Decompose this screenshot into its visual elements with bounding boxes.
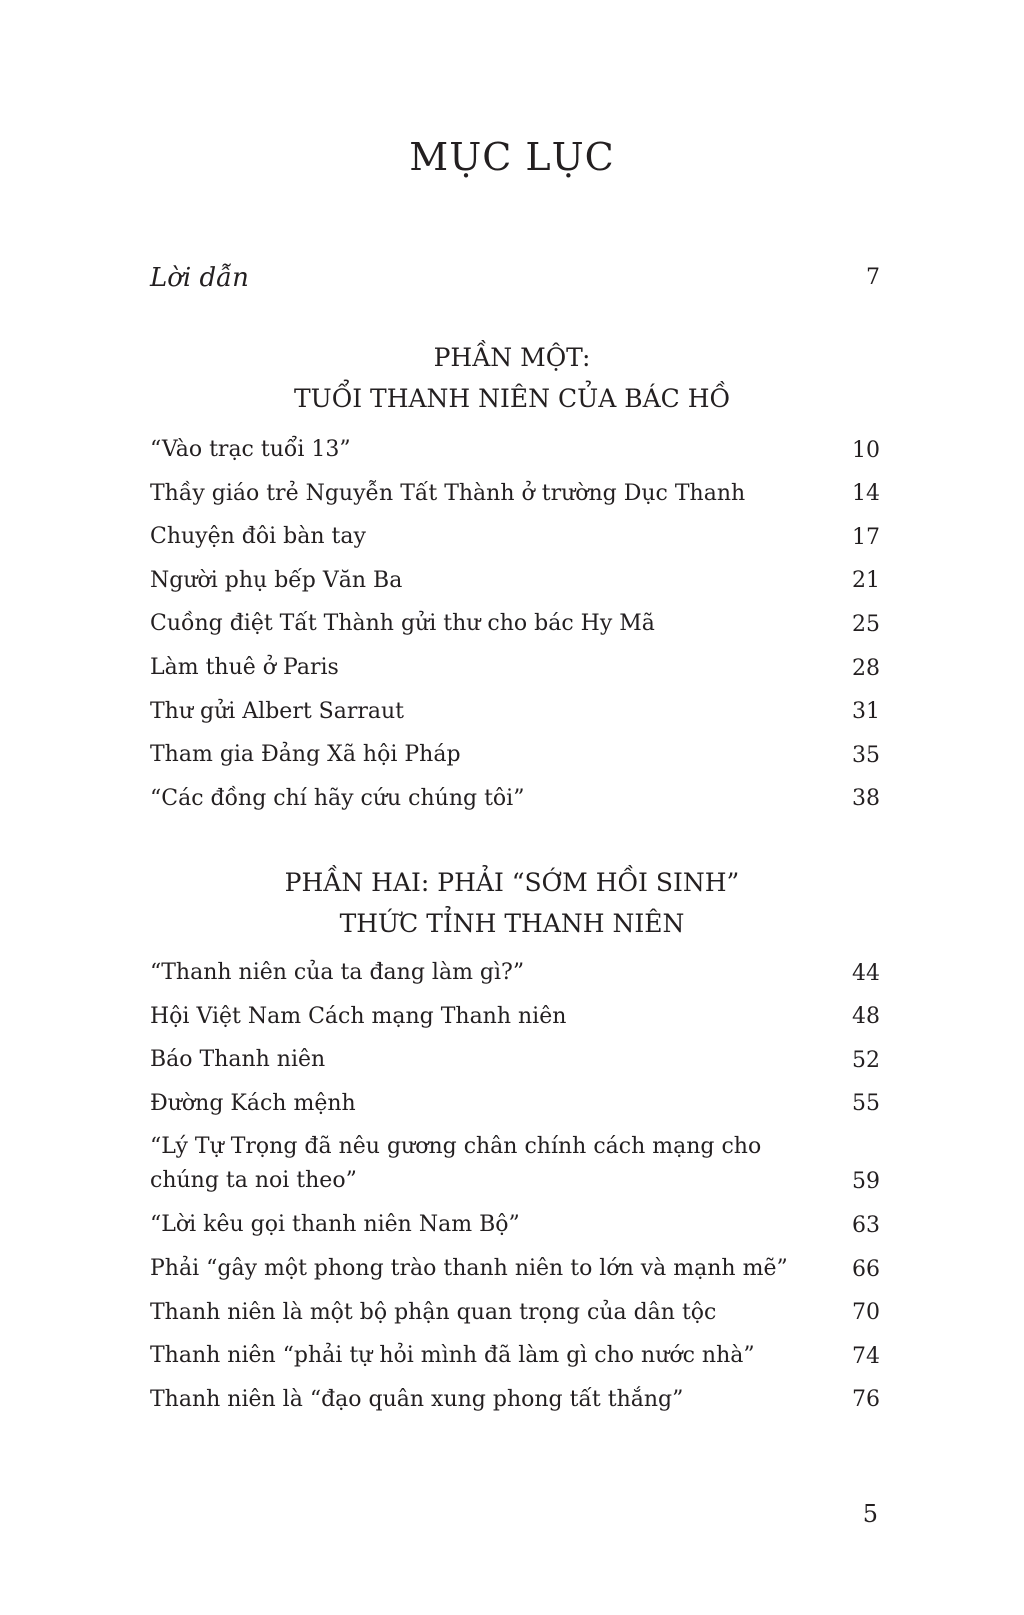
- toc-entry-title: Thanh niên là một bộ phận quan trọng của dân tộc: [150, 1299, 717, 1325]
- toc-entry-page: 14: [852, 481, 880, 507]
- toc-entry: [150, 690, 880, 734]
- part-one-heading-line-2: TUỔI THANH NIÊN CỦA BÁC HỒ: [293, 384, 731, 413]
- page-title: MỤC LỤC: [409, 135, 615, 179]
- toc-entry: [150, 1125, 880, 1203]
- toc-entry: [150, 995, 880, 1039]
- toc-entry: [150, 1203, 880, 1247]
- part-two-heading-line-2: THỨC TỈNH THANH NIÊN: [339, 909, 685, 938]
- toc-entry-title: Người phụ bếp Văn Ba: [150, 567, 403, 593]
- toc-entry: [150, 1291, 880, 1335]
- toc-entry: [150, 428, 880, 472]
- part-two-heading-line-1: PHẦN HAI: PHẢI “SỚM HỒI SINH”: [284, 868, 740, 897]
- part-one-entries: [150, 428, 880, 820]
- toc-entry: [150, 472, 880, 516]
- toc-entry: [150, 559, 880, 603]
- toc-entry: [150, 515, 880, 559]
- toc-entry-page: 38: [852, 786, 880, 812]
- part-two-heading: [0, 862, 1024, 944]
- toc-entry-title: Tham gia Đảng Xã hội Pháp: [150, 742, 461, 768]
- toc-entry: [150, 646, 880, 690]
- toc-entry-title: Thanh niên “phải tự hỏi mình đã làm gì cho nước nhà”: [150, 1343, 755, 1369]
- toc-entry-page: 28: [852, 655, 880, 681]
- toc-entry: [150, 733, 880, 777]
- toc-entry-page: 66: [852, 1256, 880, 1282]
- toc-entry: [150, 1082, 880, 1126]
- toc-entry-title: Hội Việt Nam Cách mạng Thanh niên: [150, 1003, 567, 1029]
- toc-entry: [150, 1038, 880, 1082]
- toc-entry-page: 63: [852, 1212, 880, 1238]
- toc-entry-page: 76: [852, 1387, 880, 1413]
- toc-entry-page: 48: [852, 1004, 880, 1030]
- toc-entry-page: 55: [852, 1091, 880, 1117]
- toc-entry-title: “Thanh niên của ta đang làm gì?”: [150, 960, 525, 985]
- toc-entry: [150, 777, 880, 821]
- toc-entry-page: 52: [852, 1047, 880, 1073]
- toc-entry-page: 10: [852, 437, 880, 463]
- toc-entry-title: Báo Thanh niên: [150, 1047, 326, 1073]
- toc-entry-title: Đường Kách mệnh: [150, 1090, 356, 1116]
- toc-entry-page: 44: [852, 960, 880, 986]
- toc-entry-page: 74: [852, 1343, 880, 1369]
- page-number: 5: [862, 1500, 878, 1528]
- toc-entry-title: “Vào trạc tuổi 13”: [150, 437, 351, 462]
- toc-entry-title: Cuồng điệt Tất Thành gửi thư cho bác Hy Mã: [150, 611, 655, 637]
- toc-entry-page: 59: [852, 1169, 880, 1195]
- part-one-heading-line-1: PHẦN MỘT:: [433, 343, 591, 372]
- toc-entry-title: Thanh niên là “đạo quân xung phong tất thắng”: [150, 1386, 684, 1412]
- toc-entry: [150, 1334, 880, 1378]
- part-one-heading: [0, 337, 1024, 419]
- toc-entry: [150, 1247, 880, 1291]
- toc-entry-title: Phải “gây một phong trào thanh niên to lớn và mạnh mẽ”: [150, 1255, 788, 1281]
- toc-entry: [150, 951, 880, 995]
- toc-entry-page: 35: [852, 742, 880, 768]
- toc-entry-page: 17: [852, 524, 880, 550]
- toc-entry-title: Thầy giáo trẻ Nguyễn Tất Thành ở trường Dục Thanh: [150, 480, 746, 506]
- toc-entry-title: Chuyện đôi bàn tay: [150, 524, 366, 550]
- toc-entry-title: Lời dẫn: [150, 263, 249, 293]
- toc-entry-title: “Lý Tự Trọng đã nêu gương chân chính cách mạng cho chúng ta noi theo”: [150, 1134, 762, 1194]
- toc-entry-page: 21: [852, 568, 880, 594]
- toc-entry-page: 31: [852, 699, 880, 725]
- toc-entry-page: 25: [852, 611, 880, 637]
- toc-entry-title: Làm thuê ở Paris: [150, 654, 339, 680]
- toc-entry-title: “Các đồng chí hãy cứu chúng tôi”: [150, 785, 525, 811]
- toc-entry-page: 7: [866, 265, 880, 290]
- toc-entry-title: “Lời kêu gọi thanh niên Nam Bộ”: [150, 1212, 520, 1238]
- part-two-entries: [150, 951, 880, 1421]
- toc-entry-title: Thư gửi Albert Sarraut: [150, 698, 405, 724]
- toc-entry-intro: [150, 258, 880, 298]
- toc-entry: [150, 602, 880, 646]
- toc-entry-page: 70: [852, 1300, 880, 1326]
- toc-entry: [150, 1378, 880, 1422]
